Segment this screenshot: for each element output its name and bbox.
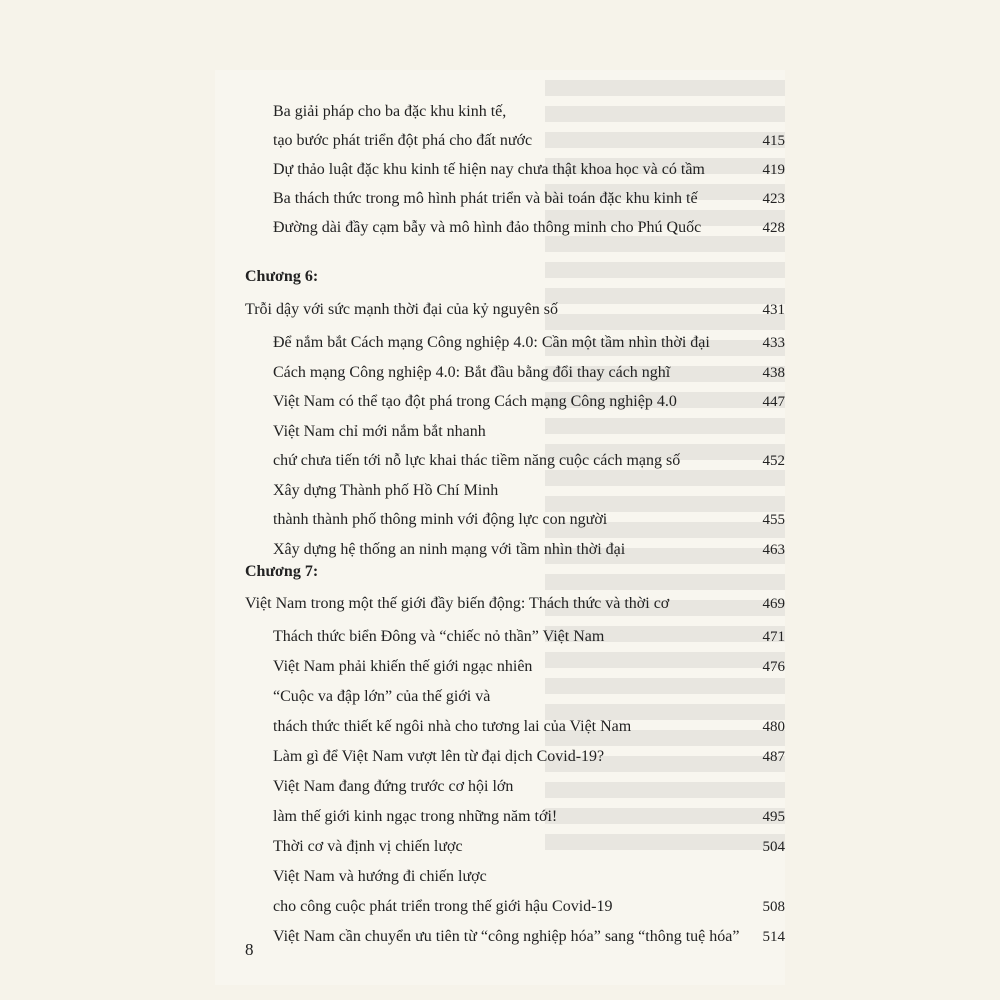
toc-entry-page: 428 <box>762 220 785 236</box>
book-page <box>215 70 785 985</box>
chapter6-heading: Chương 6: <box>245 268 319 285</box>
toc-entry-page: 487 <box>762 749 785 765</box>
toc-entry-title: Dự thảo luật đặc khu kinh tế hiện nay chưa thật khoa học và có tầm <box>273 161 705 178</box>
chapter7-title: Việt Nam trong một thế giới đầy biến động: Thách thức và thời cơ <box>245 595 670 612</box>
toc-entry <box>215 623 785 651</box>
toc-entry-page: 508 <box>762 899 785 915</box>
toc-entry-page: 433 <box>762 335 785 351</box>
toc-entry-title: Ba giải pháp cho ba đặc khu kinh tế, <box>273 103 507 120</box>
chapter6-title-line <box>215 296 785 324</box>
toc-entry-title: Làm gì để Việt Nam vượt lên từ đại dịch Covid-19? <box>273 748 605 765</box>
toc-entry-page: 480 <box>762 719 785 735</box>
toc-entry <box>215 653 785 681</box>
toc-entry-title: Thách thức biển Đông và “chiếc nỏ thần” Việt Nam <box>273 628 605 645</box>
toc-entry-page: 471 <box>762 629 785 645</box>
toc-entry-title: Xây dựng hệ thống an ninh mạng với tầm nhìn thời đại <box>273 540 626 558</box>
toc-entry <box>215 893 785 921</box>
toc-entry-title: Xây dựng Thành phố Hồ Chí Minh <box>273 481 499 499</box>
toc-entry-title: Để nắm bắt Cách mạng Công nghiệp 4.0: Cần một tầm nhìn thời đại <box>273 334 710 351</box>
toc-entry-title: thành thành phố thông minh với động lực con người <box>273 511 608 528</box>
toc-entry <box>215 185 785 213</box>
toc-entry <box>215 506 785 534</box>
toc-entry-title: Thời cơ và định vị chiến lược <box>273 838 463 855</box>
toc-entry-title: “Cuộc va đập lớn” của thế giới và <box>273 688 491 705</box>
toc-entry-title: Việt Nam đang đứng trước cơ hội lớn <box>273 778 514 795</box>
toc-entry-page: 423 <box>762 191 785 207</box>
toc-entry-title: Việt Nam chỉ mới nắm bắt nhanh <box>273 422 486 440</box>
toc-entry-title: làm thế giới kinh ngạc trong những năm tới! <box>273 808 558 825</box>
toc-entry <box>215 359 785 387</box>
toc-entry-page: 455 <box>762 512 785 528</box>
toc-entry <box>215 127 785 155</box>
toc-entry-page: 495 <box>762 809 785 825</box>
toc-entry-title: Việt Nam có thể tạo đột phá trong Cách mạng Công nghiệp 4.0 <box>273 393 677 410</box>
toc-entry <box>215 214 785 242</box>
toc-entry-page: 514 <box>762 929 785 945</box>
toc-entry-title: Việt Nam cần chuyển ưu tiên từ “công nghiệp hóa” sang “thông tuệ hóa” <box>273 928 740 945</box>
toc-entry <box>215 773 785 801</box>
chapter7-title-line <box>215 590 785 618</box>
toc-entry-title: tạo bước phát triển đột phá cho đất nước <box>273 132 533 149</box>
toc-entry-title: Việt Nam và hướng đi chiến lược <box>273 868 487 885</box>
chapter6-title: Trỗi dậy với sức mạnh thời đại của kỷ nguyên số <box>245 301 558 318</box>
toc-entry <box>215 803 785 831</box>
toc-entry <box>215 156 785 184</box>
toc-entry-title: Ba thách thức trong mô hình phát triển và bài toán đặc khu kinh tế <box>273 190 698 207</box>
toc-entry-page: 504 <box>762 839 785 855</box>
toc-entry <box>215 98 785 126</box>
toc-entry-title: Cách mạng Công nghiệp 4.0: Bắt đầu bằng đổi thay cách nghĩ <box>273 363 671 381</box>
chapter6-title-page: 431 <box>762 302 785 318</box>
toc-entry <box>215 418 785 446</box>
toc-entry-page: 438 <box>762 364 785 381</box>
toc-entry-page: 447 <box>762 394 785 410</box>
toc-entry <box>215 863 785 891</box>
toc-entry <box>215 329 785 357</box>
toc-entry <box>215 923 785 951</box>
toc-entry <box>215 447 785 475</box>
toc-entry-page: 476 <box>762 659 785 675</box>
toc-entry-title: Đường dài đầy cạm bẫy và mô hình đảo thông minh cho Phú Quốc <box>273 219 702 236</box>
toc-entry-title: thách thức thiết kế ngôi nhà cho tương lai của Việt Nam <box>273 718 632 735</box>
toc-entry <box>215 477 785 505</box>
toc-entry <box>215 743 785 771</box>
toc-entry <box>215 713 785 741</box>
toc-entry-title: chứ chưa tiến tới nỗ lực khai thác tiềm năng cuộc cách mạng số <box>273 452 681 469</box>
chapter7-title-page: 469 <box>762 596 785 612</box>
toc-entry <box>215 388 785 416</box>
toc-entry <box>215 683 785 711</box>
toc-entry-title: Việt Nam phải khiến thế giới ngạc nhiên <box>273 658 533 675</box>
toc-entry-page: 419 <box>762 162 785 178</box>
chapter7-heading: Chương 7: <box>245 563 319 580</box>
page-number: 8 <box>245 940 254 959</box>
toc-entry <box>215 833 785 861</box>
toc-entry-title: cho công cuộc phát triển trong thế giới hậu Covid-19 <box>273 898 613 915</box>
toc-entry-page: 452 <box>762 453 785 469</box>
toc-entry-page: 415 <box>762 133 785 149</box>
toc-entry-page: 463 <box>762 541 785 558</box>
